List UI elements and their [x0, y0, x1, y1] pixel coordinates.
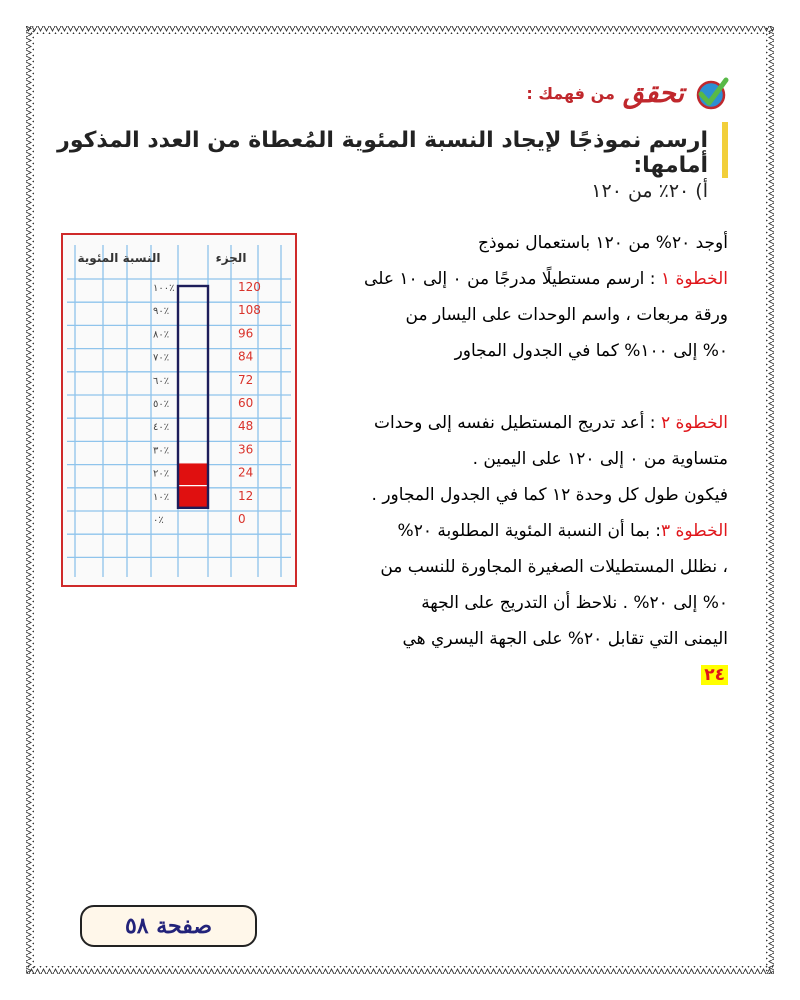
part-label: 108	[238, 303, 261, 318]
section-heading	[526, 76, 730, 110]
percent-label: ٪٢٠	[153, 468, 170, 480]
percent-label: ٪٥٠	[153, 399, 170, 410]
part-label: 96	[238, 326, 254, 341]
step-3-label: الخطوة ٣	[660, 521, 728, 541]
instruction-text: ارسم نموذجًا لإيجاد النسبة المئوية المُعطاة من العدد المذكور أمامها:	[57, 128, 708, 178]
line-7: فيكون طول كل وحدة ١٢ كما في الجدول المجاور .	[371, 485, 728, 505]
step-1-label: الخطوة ١	[660, 269, 728, 289]
step-2	[318, 405, 728, 441]
line-3: ورقة مربعات ، واسم الوحدات على اليسار من	[405, 305, 728, 325]
percent-header: النسبة المئوية	[77, 251, 161, 265]
part-label: 84	[238, 349, 254, 364]
percent-bar-svg	[63, 235, 295, 585]
part-label: 0	[238, 512, 246, 526]
part-header: الجزء	[215, 251, 247, 265]
page-number-tab: صفحة ٥٨	[80, 905, 257, 947]
percent-label: ٪١٠	[153, 491, 170, 503]
part-label: 36	[238, 442, 254, 457]
step-2-label: الخطوة ٢	[660, 413, 728, 433]
part-label: 12	[238, 488, 254, 503]
line-9: ، نظلل المستطيلات الصغيرة المجاورة للنسب من	[380, 557, 728, 577]
explanation-text	[318, 225, 728, 693]
line-6: متساوية من ٠ إلى ١٢٠ على اليمين .	[472, 449, 728, 469]
answer-value: ٢٤	[701, 665, 728, 685]
part-label: 48	[238, 419, 254, 434]
accent-bar	[722, 122, 728, 178]
part-label: 72	[238, 372, 254, 387]
percent-bar-model	[61, 233, 297, 587]
part-label: 24	[238, 465, 254, 480]
percent-label: ٪٠	[153, 515, 164, 526]
percent-label: ٪٤٠	[153, 422, 170, 434]
answer-line	[318, 657, 728, 693]
checkmark-icon	[692, 76, 730, 110]
percent-label: ٪٣٠	[153, 445, 170, 457]
step-3-text: : بما أن النسبة المئوية المطلوبة ٢٠%	[397, 521, 661, 541]
line-1: أوجد ٢٠% من ١٢٠ باستعمال نموذج	[477, 233, 728, 253]
step-3	[318, 513, 728, 549]
line-11: اليمنى التي تقابل ٢٠% على الجهة اليسري هي	[402, 629, 728, 649]
heading-sub: من فهمك :	[526, 83, 615, 103]
step-2-text: : أعد تدريج المستطيل نفسه إلى وحدات	[373, 413, 661, 433]
part-label: 60	[238, 396, 254, 410]
step-1-text: : ارسم مستطيلًا مدرجًا من ٠ إلى ١٠ على	[364, 269, 661, 289]
percent-label: ٪٨٠	[153, 329, 170, 341]
line-4: ٠% إلى ١٠٠% كما في الجدول المجاور	[454, 341, 728, 361]
line-10: ٠% إلى ٢٠% . نلاحظ أن التدريج على الجهة	[421, 593, 728, 613]
percent-label: ٪٦٠	[153, 375, 170, 387]
percent-label: ٪٧٠	[153, 352, 170, 364]
percent-label: ٪٩٠	[153, 306, 170, 318]
percent-label: ٪١٠٠	[153, 283, 175, 294]
part-label: 120	[238, 280, 261, 294]
sub-item-a: أ) ٢٠٪ من ١٢٠	[591, 180, 708, 202]
heading-main: تحقق	[622, 77, 684, 109]
step-1	[318, 261, 728, 297]
